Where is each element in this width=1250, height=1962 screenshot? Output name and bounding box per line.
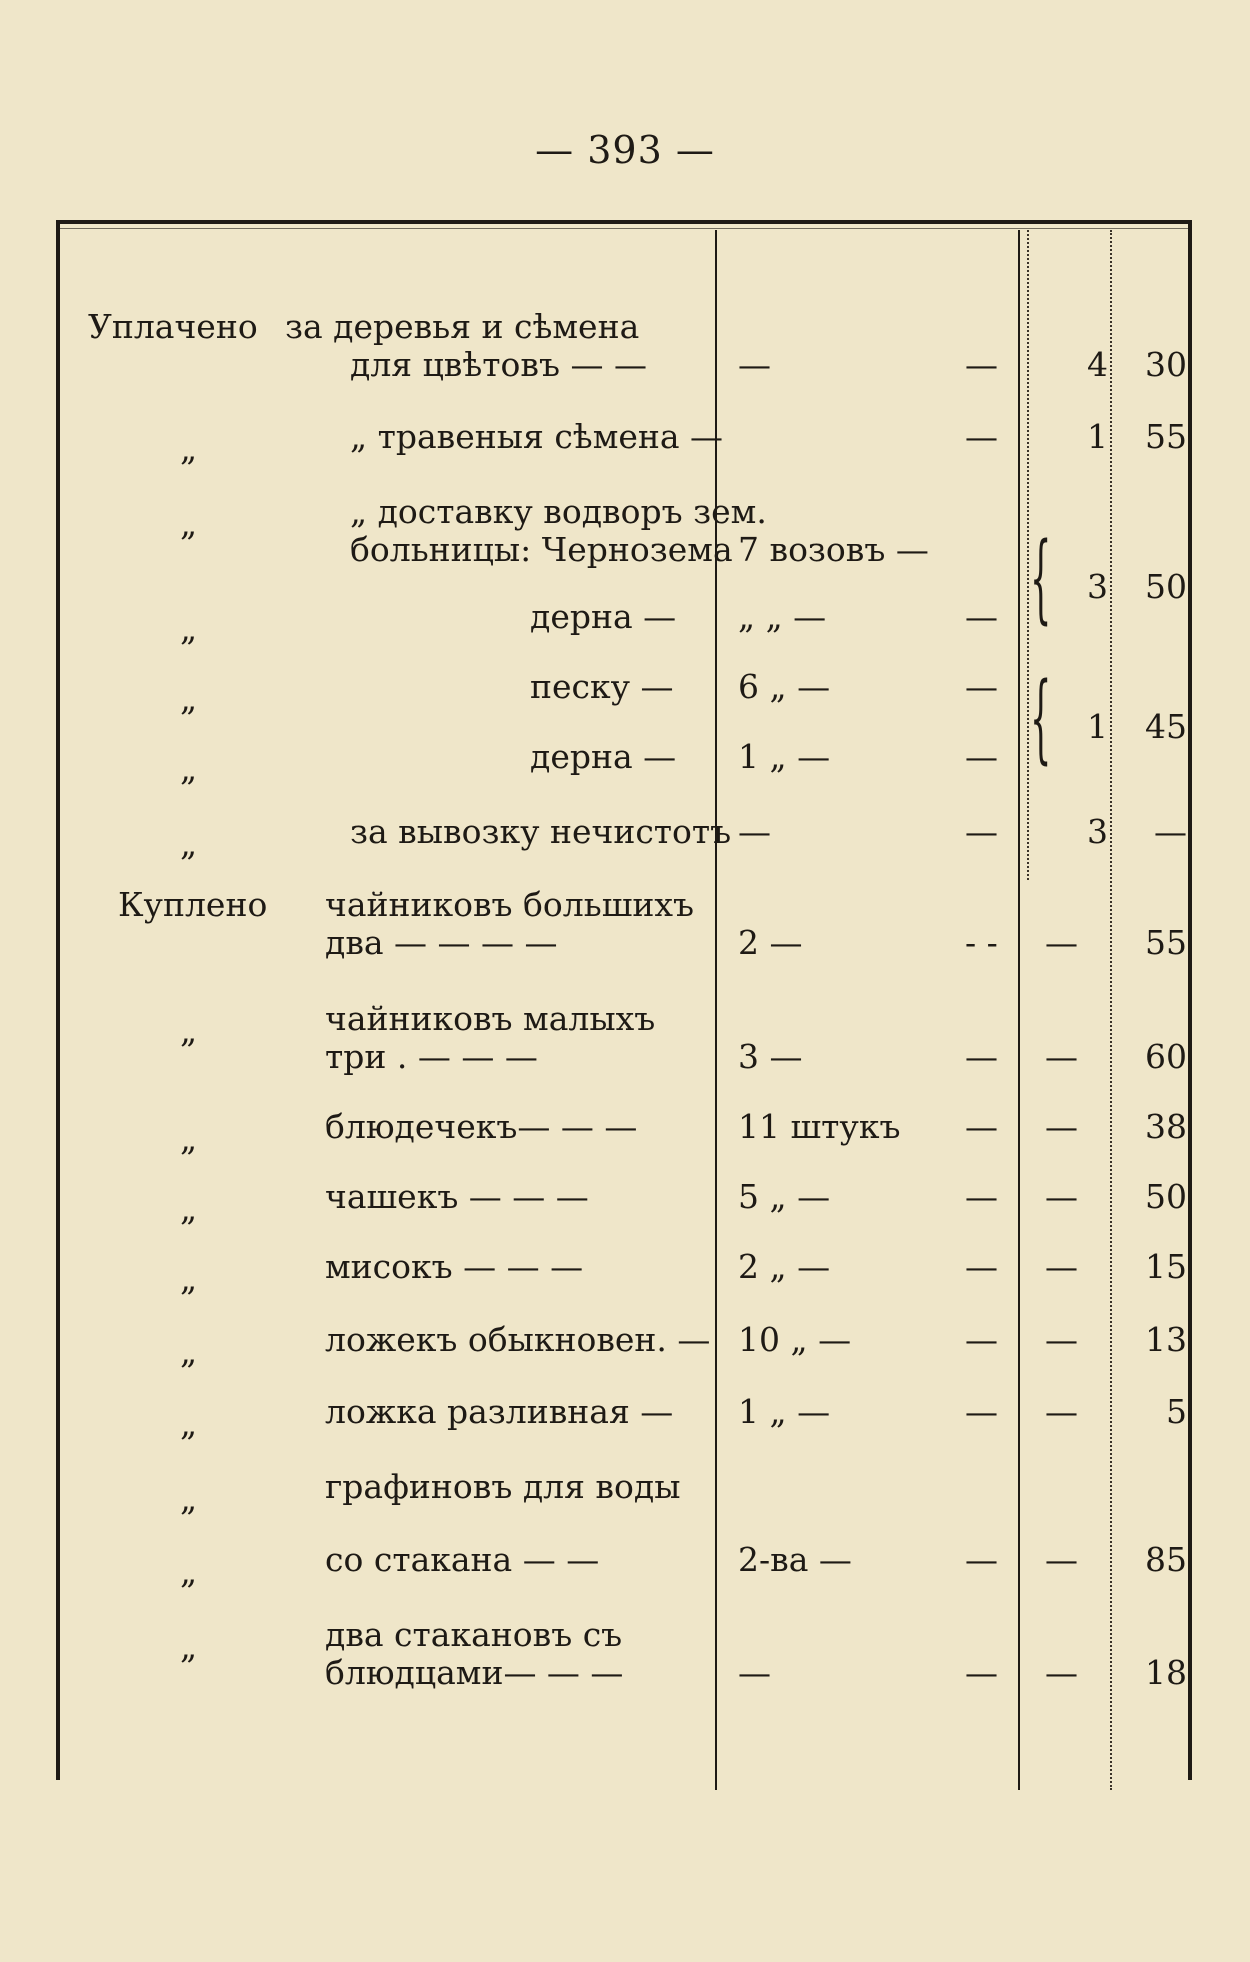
row-text-line: три . — — — (325, 1037, 538, 1076)
dash-cell-1: — (965, 1653, 998, 1692)
dash-cell-2: — (1045, 1653, 1078, 1692)
quantity-cell: 1 „ — (738, 737, 831, 776)
table-top-rule-thin (60, 228, 1190, 229)
kopecks-cell: 60 (1145, 1037, 1187, 1076)
rubles-cell: 3 (1087, 812, 1108, 851)
row-label: „ (180, 1479, 198, 1518)
kopecks-cell: 55 (1145, 417, 1187, 456)
dash-cell-1: — (965, 345, 998, 384)
dash-cell-1: — (965, 667, 998, 706)
row-text-line: графиновъ для воды (325, 1467, 681, 1506)
row-text-line: со стакана — — (325, 1540, 600, 1579)
row-label: „ (180, 1259, 198, 1298)
dash-cell-1: — (965, 1037, 998, 1076)
row-text-line: „ доставку водворъ зем. (350, 492, 767, 531)
row-label: „ (180, 504, 198, 543)
dash-cell-1: - - (965, 923, 998, 962)
dash-cell-2: — (1045, 1107, 1078, 1146)
kopecks-cell: 38 (1145, 1107, 1187, 1146)
quantity-cell: 1 „ — (738, 1392, 831, 1431)
dash-cell-1: — (965, 1540, 998, 1579)
quantity-cell: 6 „ — (738, 667, 831, 706)
row-text-line: ложекъ обыкновен. — (325, 1320, 711, 1359)
dash-cell-1: — (965, 1177, 998, 1216)
quantity-cell: — (738, 345, 771, 384)
row-text-line: чашекъ — — — (325, 1177, 589, 1216)
row-text-line: ложка разливная — (325, 1392, 674, 1431)
row-text-line: дерна — (530, 737, 677, 776)
bracket-total-1-rub: 3 (1087, 567, 1108, 606)
row-text-line: мисокъ — — — (325, 1247, 584, 1286)
row-text-line: блюдцами— — — (325, 1653, 624, 1692)
row-label: „ (180, 609, 198, 648)
kopecks-cell: 55 (1145, 923, 1187, 962)
row-text-line: за деревья и сѣмена (285, 307, 640, 346)
row-text-line: чайниковъ малыхъ (325, 999, 656, 1038)
quantity-cell: 7 возовъ — (738, 530, 929, 569)
row-label: „ (180, 824, 198, 863)
dash-cell-1: — (965, 1392, 998, 1431)
row-label: „ (180, 1627, 198, 1666)
row-label: „ (180, 1332, 198, 1371)
dash-cell-1: — (965, 597, 998, 636)
row-label: Куплено (118, 885, 268, 924)
row-label: „ (180, 1404, 198, 1443)
kopecks-cell: — (1154, 812, 1187, 851)
table-top-rule (60, 220, 1190, 224)
quantity-cell: — (738, 812, 771, 851)
dash-cell-2: — (1045, 1247, 1078, 1286)
quantity-cell: — (738, 1653, 771, 1692)
quantity-cell: 2-ва — (738, 1540, 852, 1579)
column-rule-rub (1018, 230, 1020, 1790)
row-label: „ (180, 749, 198, 788)
dash-cell-1: — (965, 1247, 998, 1286)
rubles-cell: 1 (1087, 417, 1108, 456)
column-rule-dotted-1 (1027, 230, 1029, 880)
dash-cell-2: — (1045, 1037, 1078, 1076)
dash-cell-1: — (965, 1107, 998, 1146)
quantity-cell: 3 — (738, 1037, 803, 1076)
row-text-line: для цвѣтовъ — — (350, 345, 647, 384)
kopecks-cell: 5 (1166, 1392, 1187, 1431)
table-left-rule (56, 220, 60, 1780)
kopecks-cell: 18 (1145, 1653, 1187, 1692)
left-brace-1: { (1030, 522, 1052, 634)
row-text-line: два — — — — (325, 923, 558, 962)
row-label: Уплачено (88, 307, 258, 346)
table-right-rule (1188, 220, 1192, 1780)
row-text-line: за вывозку нечистотъ (350, 812, 732, 851)
left-brace-2: { (1030, 662, 1052, 774)
rubles-cell: 4 (1087, 345, 1108, 384)
row-text-line: дерна — (530, 597, 677, 636)
bracket-total-2-rub: 1 (1087, 707, 1108, 746)
column-rule-qty (715, 230, 717, 1790)
dash-cell-2: — (1045, 1540, 1078, 1579)
kopecks-cell: 30 (1145, 345, 1187, 384)
row-label: „ (180, 1552, 198, 1591)
quantity-cell: 5 „ — (738, 1177, 831, 1216)
row-label: „ (180, 1189, 198, 1228)
dash-cell-1: — (965, 417, 998, 456)
kopecks-cell: 15 (1145, 1247, 1187, 1286)
quantity-cell: 11 штукъ (738, 1107, 901, 1146)
bracket-total-2-kop: 45 (1145, 707, 1187, 746)
quantity-cell: „ „ — (738, 597, 827, 636)
bracket-total-1-kop: 50 (1145, 567, 1187, 606)
kopecks-cell: 50 (1145, 1177, 1187, 1216)
dash-cell-2: — (1045, 1392, 1078, 1431)
kopecks-cell: 85 (1145, 1540, 1187, 1579)
quantity-cell: 2 — (738, 923, 803, 962)
quantity-cell: 2 „ — (738, 1247, 831, 1286)
row-text-line: чайниковъ большихъ (325, 885, 694, 924)
page-number: — 393 — (535, 128, 715, 172)
row-text-line: блюдечекъ— — — (325, 1107, 638, 1146)
column-rule-dotted-2 (1110, 230, 1112, 1790)
row-label: „ (180, 679, 198, 718)
quantity-cell: 10 „ — (738, 1320, 852, 1359)
dash-cell-2: — (1045, 1177, 1078, 1216)
row-label: „ (180, 1119, 198, 1158)
row-text-line: два стакановъ съ (325, 1615, 623, 1654)
dash-cell-2: — (1045, 923, 1078, 962)
row-label: „ (180, 429, 198, 468)
row-text-line: больницы: Чернозема (350, 530, 733, 569)
row-text-line: „ травеныя сѣмена — (350, 417, 724, 456)
row-label: „ (180, 1011, 198, 1050)
kopecks-cell: 13 (1145, 1320, 1187, 1359)
dash-cell-2: — (1045, 1320, 1078, 1359)
dash-cell-1: — (965, 737, 998, 776)
row-text-line: песку — (530, 667, 674, 706)
dash-cell-1: — (965, 812, 998, 851)
dash-cell-1: — (965, 1320, 998, 1359)
